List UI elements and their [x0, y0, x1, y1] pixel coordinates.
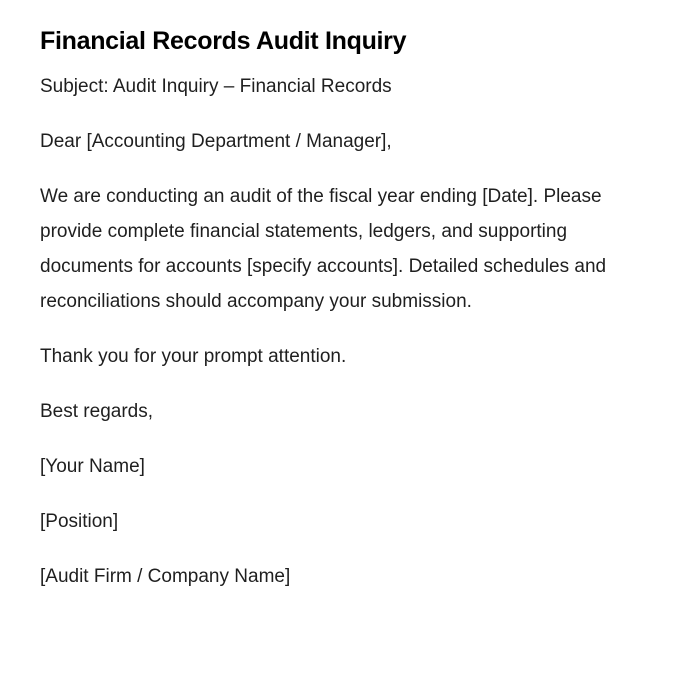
salutation: Dear [Accounting Department / Manager], [40, 131, 392, 152]
document-title: Financial Records Audit Inquiry [40, 27, 407, 55]
signature-position: [Position] [40, 511, 119, 532]
closing-line: Best regards, [40, 401, 153, 422]
signature-name: [Your Name] [40, 456, 145, 477]
subject-line: Subject: Audit Inquiry – Financial Records [40, 76, 392, 97]
thanks-line: Thank you for your prompt attention. [40, 346, 347, 367]
document-page [40, 24, 660, 594]
signature-company: [Audit Firm / Company Name] [40, 566, 291, 587]
body-paragraph: We are conducting an audit of the fiscal year ending [Date]. Please provide complete financial statements, ledgers, and supporting documents for accounts [specify accounts]. Detailed schedules and reconciliations should accompany your submission. [40, 186, 607, 312]
